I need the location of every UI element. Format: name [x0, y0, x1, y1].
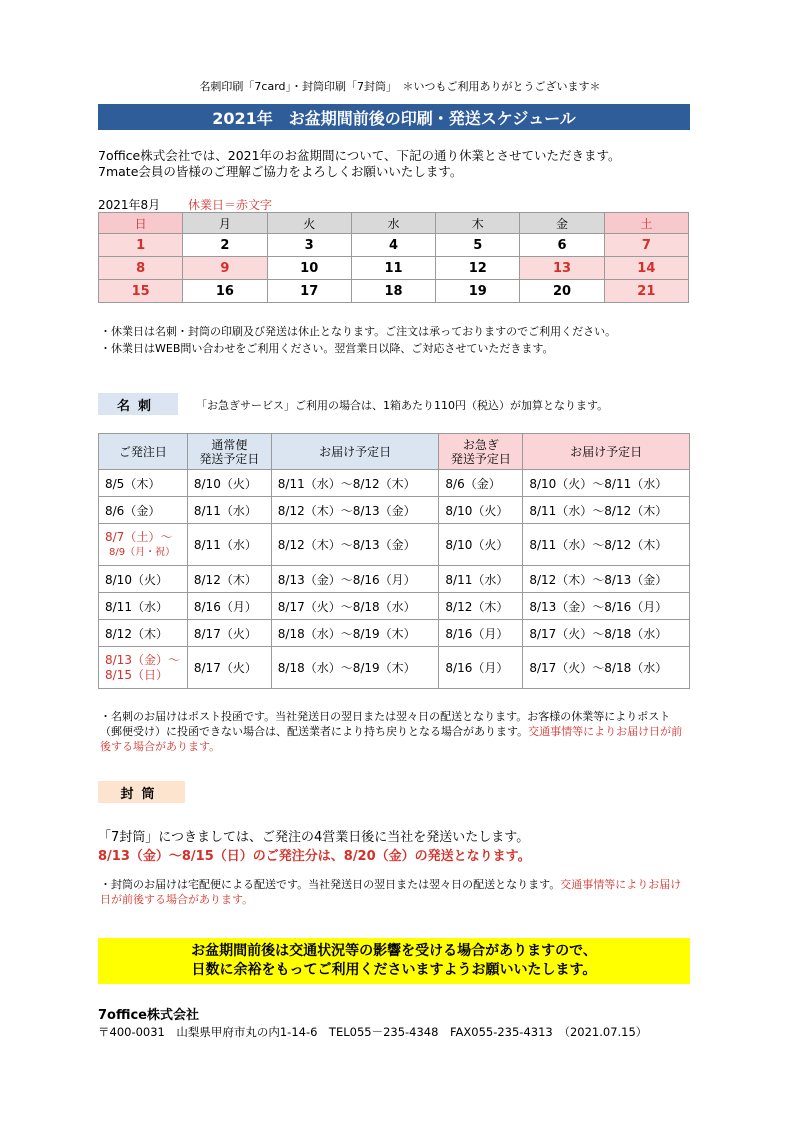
banner-line-1: お盆期間前後は交通状況等の影響を受ける場合がありますので、	[191, 943, 597, 959]
order-date-line: 8/13（金）～	[105, 652, 180, 667]
order-date-cell	[99, 470, 188, 497]
meishi-note-warning: 交通事情等によりお届け日が前後する場合があります。	[100, 725, 683, 753]
intro-line-2: 7mate会員の皆様のご理解ご協力をよろしくお願いいたします。	[98, 164, 463, 179]
calendar-month-label: 2021年8月	[98, 198, 161, 212]
schedule-row	[99, 470, 690, 497]
calendar-day: 4	[351, 234, 435, 257]
normal-ship-cell: 8/16（月）	[187, 593, 271, 620]
schedule-header-row	[99, 434, 690, 470]
rush-delivery-cell: 8/13（金）～8/16（月）	[523, 593, 690, 620]
calendar-day: 18	[351, 280, 435, 303]
futo-note-text: ・封筒のお届けは宅配便による配送です。当社発送日の翌日または翌々日の配送となります。	[100, 878, 561, 891]
calendar-week-row	[99, 280, 689, 303]
calendar-day: 12	[436, 257, 520, 280]
notice-banner	[98, 938, 690, 984]
futo-section-label: 封筒	[98, 781, 185, 803]
header-rush-ship-line1: お急ぎ	[462, 437, 499, 452]
rush-delivery-cell: 8/17（火）～8/18（水）	[523, 620, 690, 647]
rush-delivery-cell: 8/10（火）～8/11（水）	[523, 470, 690, 497]
delivery-cell: 8/13（金）～8/16（月）	[271, 566, 439, 593]
calendar-day-holiday: 14	[604, 257, 688, 280]
normal-ship-cell: 8/10（火）	[187, 470, 271, 497]
weekday-header: 水	[351, 213, 435, 234]
normal-ship-cell: 8/17（火）	[187, 620, 271, 647]
calendar-week-row	[99, 257, 689, 280]
weekday-header: 土	[604, 213, 688, 234]
meishi-schedule-table	[98, 433, 690, 689]
rush-delivery-cell: 8/17（火）～8/18（水）	[523, 647, 690, 689]
order-date-cell	[99, 497, 188, 524]
header-normal-ship-line1: 通常便	[211, 437, 248, 452]
meishi-section-label: 名刺	[98, 393, 178, 415]
schedule-row	[99, 524, 690, 566]
delivery-cell: 8/12（木）～8/13（金）	[271, 497, 439, 524]
calendar-note-1: ・休業日は名刺・封筒の印刷及び発送は休止となります。ご注文は承っておりますのでご利用ください。	[100, 325, 617, 338]
calendar-day: 10	[267, 257, 351, 280]
order-date-cell	[99, 620, 188, 647]
calendar-body	[99, 234, 689, 303]
calendar-day-holiday: 15	[99, 280, 183, 303]
rush-ship-cell: 8/6（金）	[439, 470, 523, 497]
header-rush-ship-line2: 発送予定日	[450, 451, 511, 466]
top-line: 名刺印刷「7card」・封筒印刷「7封筒」 ＊いつもご利用ありがとうございます＊	[199, 80, 601, 93]
header-rush-ship	[439, 434, 523, 470]
company-address: 〒400-0031 山梨県甲府市丸の内1-14-6 TEL055－235-4348 FAX055-235-4313 （2021.07.15）	[98, 1025, 648, 1039]
rush-ship-cell: 8/11（水）	[439, 566, 523, 593]
meishi-note-text: ・名刺のお届けはポスト投函です。当社発送日の翌日または翌々日の配送となります。お客様の休業等によりポスト（郵便受け）に投函できない場合は、配送業者により持ち戻りとなる場合があります。	[100, 710, 671, 738]
calendar-note-2: ・休業日はWEB問い合わせをご利用ください。翌営業日以降、ご対応させていただきます。	[100, 342, 554, 355]
order-date-line: 8/10（火）	[105, 572, 168, 587]
meishi-delivery-note	[100, 709, 690, 754]
rush-ship-cell: 8/10（火）	[439, 524, 523, 566]
calendar-day-holiday: 21	[604, 280, 688, 303]
rush-delivery-cell: 8/11（水）～8/12（木）	[523, 524, 690, 566]
rush-ship-cell: 8/16（月）	[439, 620, 523, 647]
weekday-header: 金	[520, 213, 604, 234]
futo-obon-shipping: 8/13（金）～8/15（日）のご発注分は、8/20（金）の発送となります。	[98, 849, 531, 864]
calendar-day: 6	[520, 234, 604, 257]
order-date-line: 8/9（月・祝）	[109, 546, 176, 558]
normal-ship-cell: 8/12（木）	[187, 566, 271, 593]
order-date-line: 8/11（水）	[105, 599, 168, 614]
intro-line-1: 7office株式会社では、2021年のお盆期間について、下記の通り休業とさせていただきます。	[98, 148, 621, 163]
normal-ship-cell: 8/11（水）	[187, 497, 271, 524]
calendar-day: 2	[183, 234, 267, 257]
futo-shipping-text: 「7封筒」につきましては、ご発注の4営業日後に当社を発送いたします。	[98, 830, 530, 845]
delivery-cell: 8/18（水）～8/19（木）	[271, 620, 439, 647]
header-order-date: ご発注日	[99, 434, 188, 470]
calendar-day-holiday: 1	[99, 234, 183, 257]
calendar-day: 3	[267, 234, 351, 257]
schedule-body	[99, 470, 690, 689]
delivery-cell: 8/11（水）～8/12（木）	[271, 470, 439, 497]
calendar-day-holiday: 8	[99, 257, 183, 280]
weekday-header: 木	[436, 213, 520, 234]
calendar-week-row	[99, 234, 689, 257]
calendar-day: 5	[436, 234, 520, 257]
intro-text	[98, 148, 621, 180]
normal-ship-cell: 8/11（水）	[187, 524, 271, 566]
rush-delivery-cell: 8/12（木）～8/13（金）	[523, 566, 690, 593]
banner-line-2: 日数に余裕をもってご利用くださいますようお願いいたします。	[191, 962, 597, 978]
delivery-cell: 8/18（水）～8/19（木）	[271, 647, 439, 689]
order-date-line: 8/5（木）	[105, 476, 161, 491]
header-normal-ship	[187, 434, 271, 470]
page-title: 2021年 お盆期間前後の印刷・発送スケジュール	[98, 104, 690, 130]
order-date-line: 8/7（土）～	[105, 529, 173, 544]
rush-ship-cell: 8/10（火）	[439, 497, 523, 524]
calendar-day: 20	[520, 280, 604, 303]
futo-delivery-note	[100, 877, 690, 907]
calendar-day-holiday: 13	[520, 257, 604, 280]
calendar-day: 19	[436, 280, 520, 303]
rush-ship-cell: 8/16（月）	[439, 647, 523, 689]
schedule-row	[99, 620, 690, 647]
calendar-weekday-row	[99, 213, 689, 234]
holiday-calendar	[98, 212, 689, 303]
header-rush-delivery: お届け予定日	[523, 434, 690, 470]
order-date-line: 8/12（木）	[105, 626, 168, 641]
futo-note-warning: 交通事情等によりお届け日が前後する場合があります。	[100, 878, 682, 906]
rush-service-note: 「お急ぎサービス」ご利用の場合は、1箱あたり110円（税込）が加算となります。	[196, 399, 609, 412]
schedule-row	[99, 566, 690, 593]
schedule-row	[99, 647, 690, 689]
weekday-header: 月	[183, 213, 267, 234]
schedule-row	[99, 593, 690, 620]
calendar-notes	[100, 323, 616, 357]
order-date-cell	[99, 566, 188, 593]
rush-ship-cell: 8/12（木）	[439, 593, 523, 620]
schedule-row	[99, 497, 690, 524]
order-date-cell	[99, 524, 188, 566]
calendar-day: 16	[183, 280, 267, 303]
weekday-header: 日	[99, 213, 183, 234]
order-date-cell	[99, 593, 188, 620]
calendar-legend: 休業日＝赤文字	[188, 198, 273, 212]
order-date-line: 8/6（金）	[105, 503, 161, 518]
delivery-cell: 8/17（火）～8/18（水）	[271, 593, 439, 620]
rush-delivery-cell: 8/11（水）～8/12（木）	[523, 497, 690, 524]
calendar-day: 17	[267, 280, 351, 303]
company-name: 7office株式会社	[98, 1008, 199, 1023]
normal-ship-cell: 8/17（火）	[187, 647, 271, 689]
calendar-day-holiday: 9	[183, 257, 267, 280]
weekday-header: 火	[267, 213, 351, 234]
calendar-day: 11	[351, 257, 435, 280]
order-date-line: 8/15（日）	[105, 667, 168, 682]
delivery-cell: 8/12（木）～8/13（金）	[271, 524, 439, 566]
calendar-day-holiday: 7	[604, 234, 688, 257]
order-date-cell	[99, 647, 188, 689]
header-delivery: お届け予定日	[271, 434, 439, 470]
header-normal-ship-line2: 発送予定日	[199, 451, 260, 466]
